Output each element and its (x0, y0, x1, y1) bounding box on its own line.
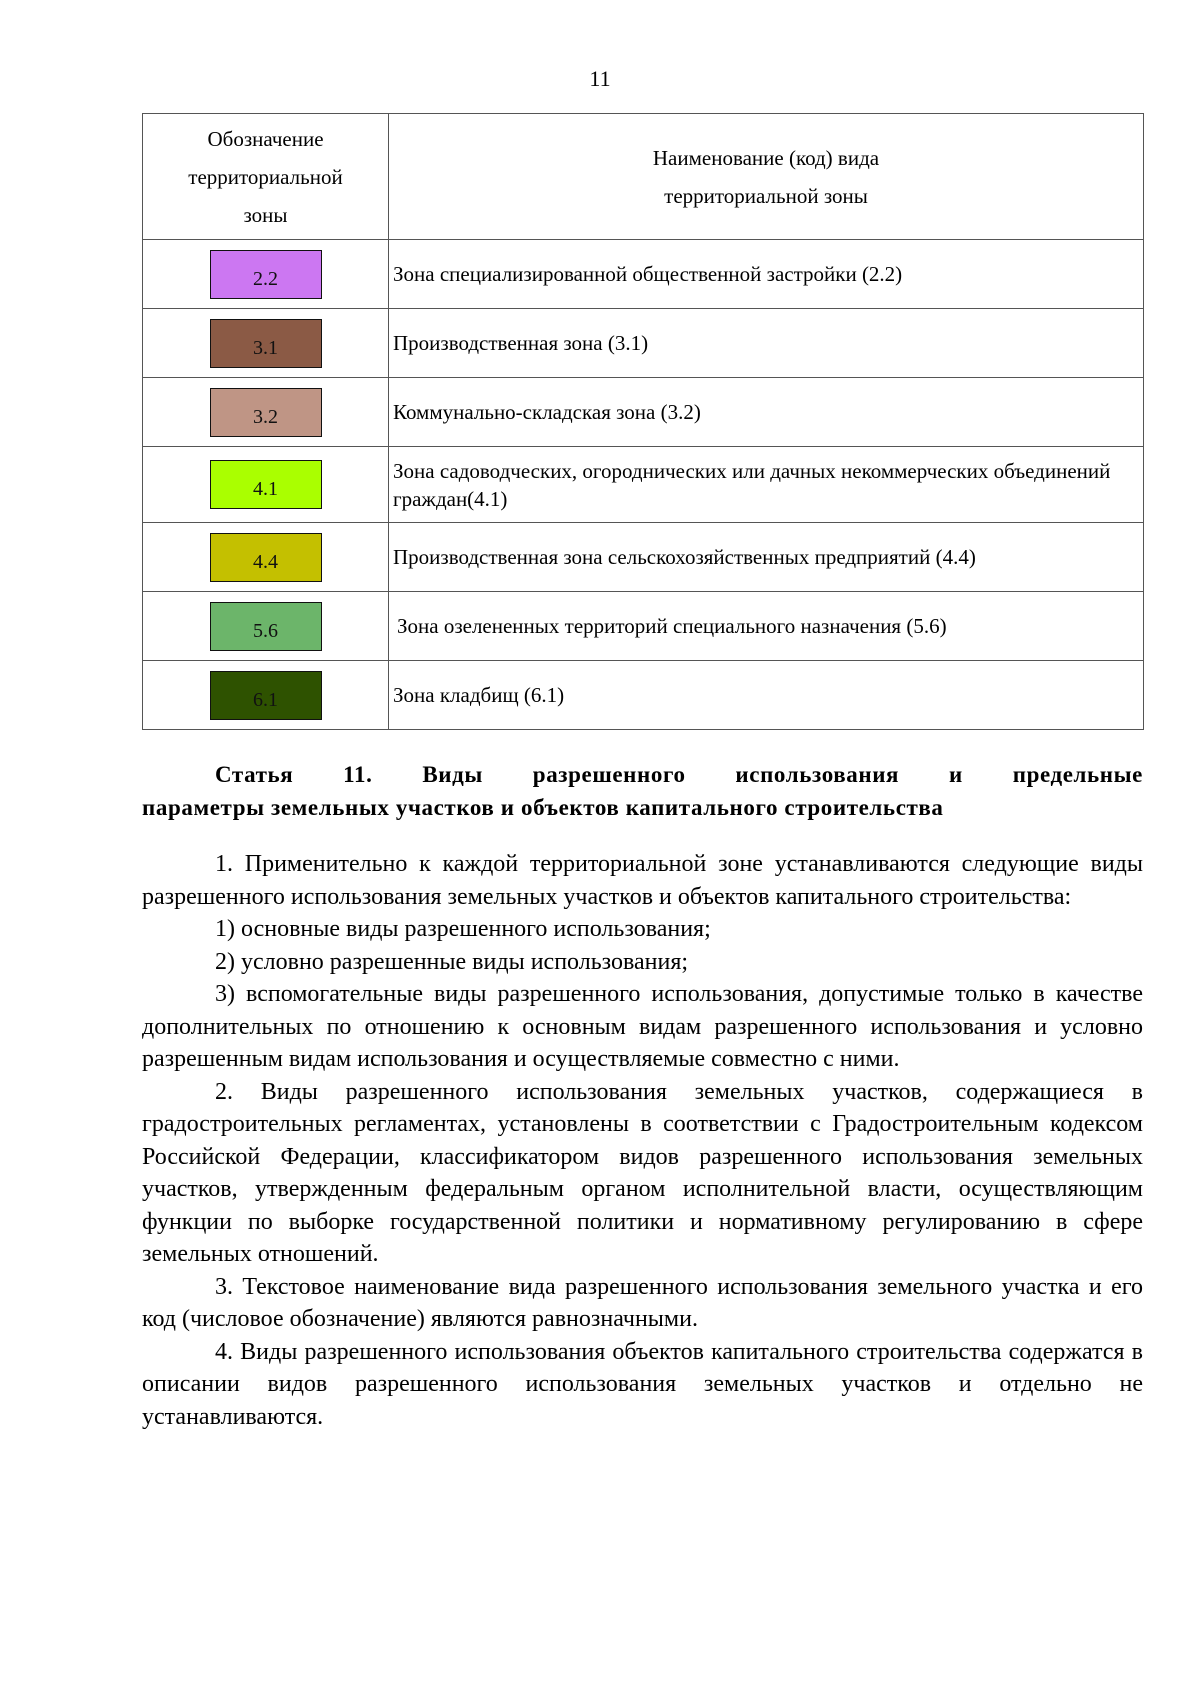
zone-swatch: 4.4 (210, 533, 322, 582)
article-body (142, 848, 1143, 1433)
header-zone-designation-text: Обозначение территориальной зоны (188, 126, 343, 227)
zone-name: Производственная зона сельскохозяйственных предприятий (4.4) (389, 523, 1144, 592)
swatch-cell (143, 523, 389, 592)
zone-name: Зона озелененных территорий специального назначения (5.6) (389, 592, 1144, 661)
table-row (143, 592, 1144, 661)
zone-name: Зона специализированной общественной застройки (2.2) (389, 240, 1144, 309)
paragraph: 4. Виды разрешенного использования объектов капитального строительства содержатся в описании видов разрешенного использования земельных участков и отдельно не устанавливаются. (142, 1338, 1143, 1430)
article-title (142, 758, 1143, 824)
zone-swatch: 2.2 (210, 250, 322, 299)
header-zone-designation (143, 114, 389, 240)
table-row (143, 378, 1144, 447)
zone-swatch: 3.2 (210, 388, 322, 437)
table-row (143, 661, 1144, 730)
paragraph: 1) основные виды разрешенного использования; (215, 916, 711, 942)
article-title-line1: Статья 11. Виды разрешенного использования и предельные (215, 762, 1143, 787)
swatch-cell (143, 309, 389, 378)
swatch-cell (143, 378, 389, 447)
table-row (143, 523, 1144, 592)
zone-swatch: 6.1 (210, 671, 322, 720)
table-row (143, 309, 1144, 378)
zone-name: Зона кладбищ (6.1) (389, 661, 1144, 730)
table-header-row (143, 114, 1144, 240)
table-row (143, 447, 1144, 523)
swatch-cell (143, 592, 389, 661)
header-zone-name-text: Наименование (код) вида территориальной зоны (652, 145, 880, 208)
header-zone-name (389, 114, 1144, 240)
zone-name: Зона садоводческих, огороднических или дачных некоммерческих объединений граждан(4.1) (389, 447, 1144, 523)
paragraph: 3. Текстовое наименование вида разрешенного использования земельного участка и его код (числовое обозначение) являются равнозначными. (142, 1273, 1143, 1332)
paragraph: 2) условно разрешенные виды использования; (215, 948, 689, 975)
zones-table (142, 113, 1144, 730)
table-row (143, 240, 1144, 309)
swatch-cell (143, 240, 389, 309)
zone-name: Коммунально-складская зона (3.2) (389, 378, 1144, 447)
paragraph: 1. Применительно к каждой территориальной зоне устанавливаются следующие виды разрешенного использования земельных участков и объектов капитального строительства: (142, 851, 1143, 910)
paragraph: 3) вспомогательные виды разрешенного использования, допустимые только в качестве дополнительных по отношению к основным видам разрешенного использования и условно разрешенным видам использования и осуществляемые совместно с ними. (142, 981, 1143, 1072)
paragraph: 2. Виды разрешенного использования земельных участков, содержащиеся в градостроительных регламентах, установлены в соответствии с Градостроительным кодексом Российской Федерации, классификатором видов разрешенного использования земельных участков, утвержденным федеральным органом исполнительной власти, осуществляющим функции по выборке государственной политики и нормативному регулированию в сфере земельных отношений. (142, 1078, 1143, 1267)
zone-swatch: 5.6 (210, 602, 322, 651)
swatch-cell (143, 661, 389, 730)
swatch-cell (143, 447, 389, 523)
article-title-line2: параметры земельных участков и объектов капитального строительства (142, 795, 944, 820)
zone-swatch: 3.1 (210, 319, 322, 368)
page-number: 11 (589, 66, 611, 91)
zone-swatch: 4.1 (210, 460, 322, 509)
zone-name: Производственная зона (3.1) (389, 309, 1144, 378)
